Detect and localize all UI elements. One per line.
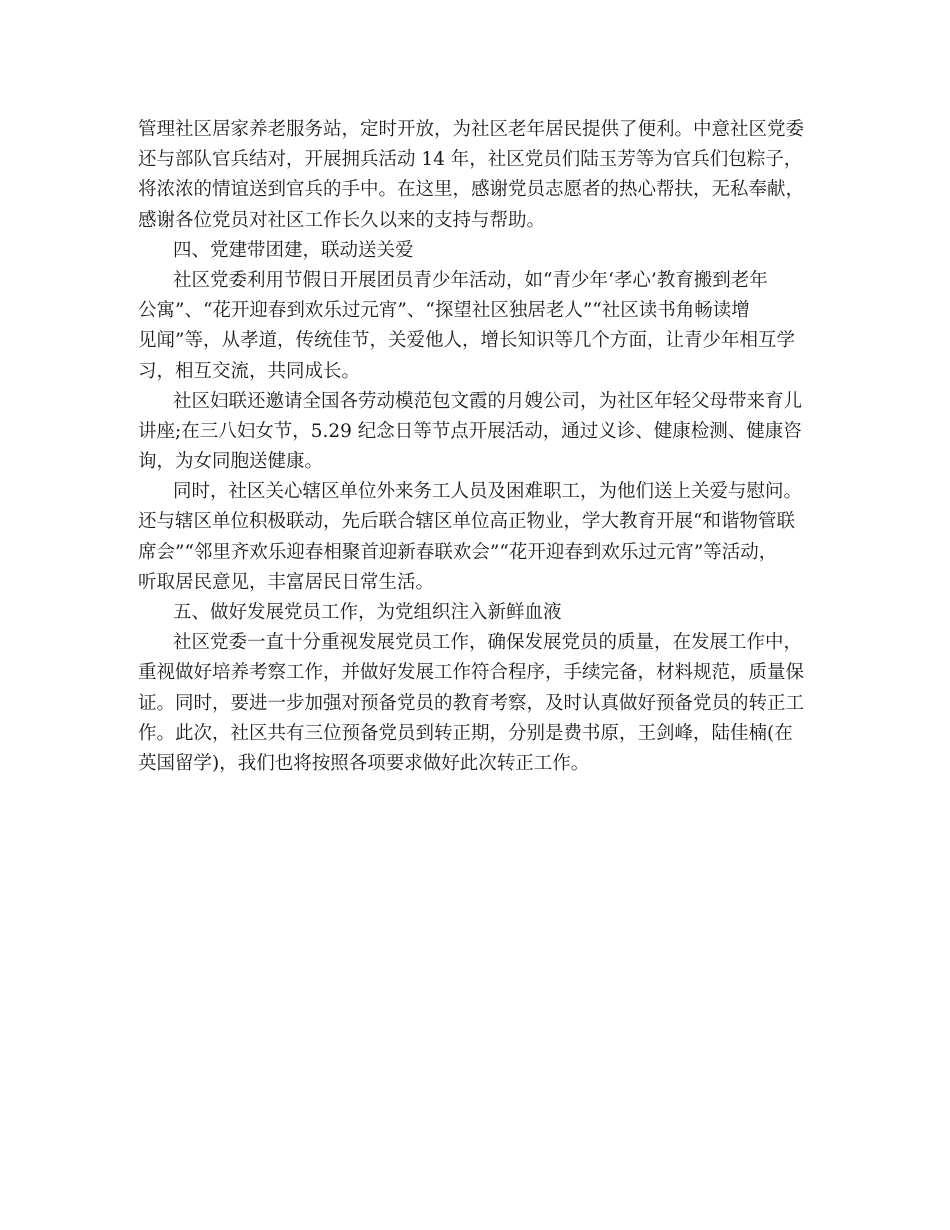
text-line: 感谢各位党员对社区工作长久以来的支持与帮助。 bbox=[138, 209, 546, 231]
text-line: 四、党建带团建，联动送关爱 bbox=[173, 239, 414, 261]
text-line: 管理社区居家养老服务站，定时开放，为社区老年居民提供了便利。中意社区党委 bbox=[138, 119, 805, 140]
text-line: 听取居民意见，丰富居民日常生活。 bbox=[138, 571, 435, 593]
text-line: 社区妇联还邀请全国各劳动模范包文霞的月嫂公司，为社区年轻父母带来育儿 bbox=[173, 390, 803, 412]
text-line: 还与辖区单位积极联动，先后联合辖区单位高正物业，学大教育开展“和谐物管联 bbox=[138, 511, 795, 533]
text-line: 同时，社区关心辖区单位外来务工人员及困难职工，为他们送上关爱与慰问。 bbox=[173, 481, 803, 503]
text-line: 见闻”等，从孝道，传统佳节，关爱他人，增长知识等几个方面，让青少年相互学 bbox=[138, 330, 795, 352]
text-line: 席会”“邻里齐欢乐迎春相聚首迎新春联欢会”“花开迎春到欢乐过元宵”等活动， bbox=[138, 541, 778, 563]
text-line: 讲座;在三八妇女节，5.29 纪念日等节点开展活动，通过义诊、健康检测、健康咨 bbox=[138, 420, 802, 442]
text-line: 社区党委一直十分重视发展党员工作，确保发展党员的质量，在发展工作中， bbox=[173, 632, 803, 654]
text-line: 证。同时，要进一步加强对预备党员的教育考察，及时认真做好预备党员的转正工 bbox=[138, 692, 805, 714]
text-line: 还与部队官兵结对，开展拥兵活动 14 年，社区党员们陆玉芳等为官兵们包粽子， bbox=[138, 149, 803, 171]
document-body bbox=[138, 115, 828, 779]
text-line: 英国留学)，我们也将按照各项要求做好此次转正工作。 bbox=[138, 752, 590, 774]
text-line: 习，相互交流，共同成长。 bbox=[138, 360, 361, 382]
text-line: 将浓浓的情谊送到官兵的手中。在这里，感谢党员志愿者的热心帮扶，无私奉献， bbox=[138, 179, 805, 201]
text-line: 公寓”、“花开迎春到欢乐过元宵”、“探望社区独居老人”“社区读书角畅读增 bbox=[138, 300, 750, 322]
text-line: 社区党委利用节假日开展团员青少年活动，如“青少年‘孝心’教育搬到老年 bbox=[173, 269, 768, 291]
text-line: 作。此次，社区共有三位预备党员到转正期，分别是费书原，王剑峰，陆佳楠(在 bbox=[138, 722, 793, 744]
text-line: 重视做好培养考察工作，并做好发展工作符合程序，手续完备，材料规范，质量保 bbox=[138, 662, 805, 684]
text-line: 五、做好发展党员工作，为党组织注入新鲜血液 bbox=[173, 602, 562, 623]
text-line: 询，为女同胞送健康。 bbox=[138, 451, 324, 473]
